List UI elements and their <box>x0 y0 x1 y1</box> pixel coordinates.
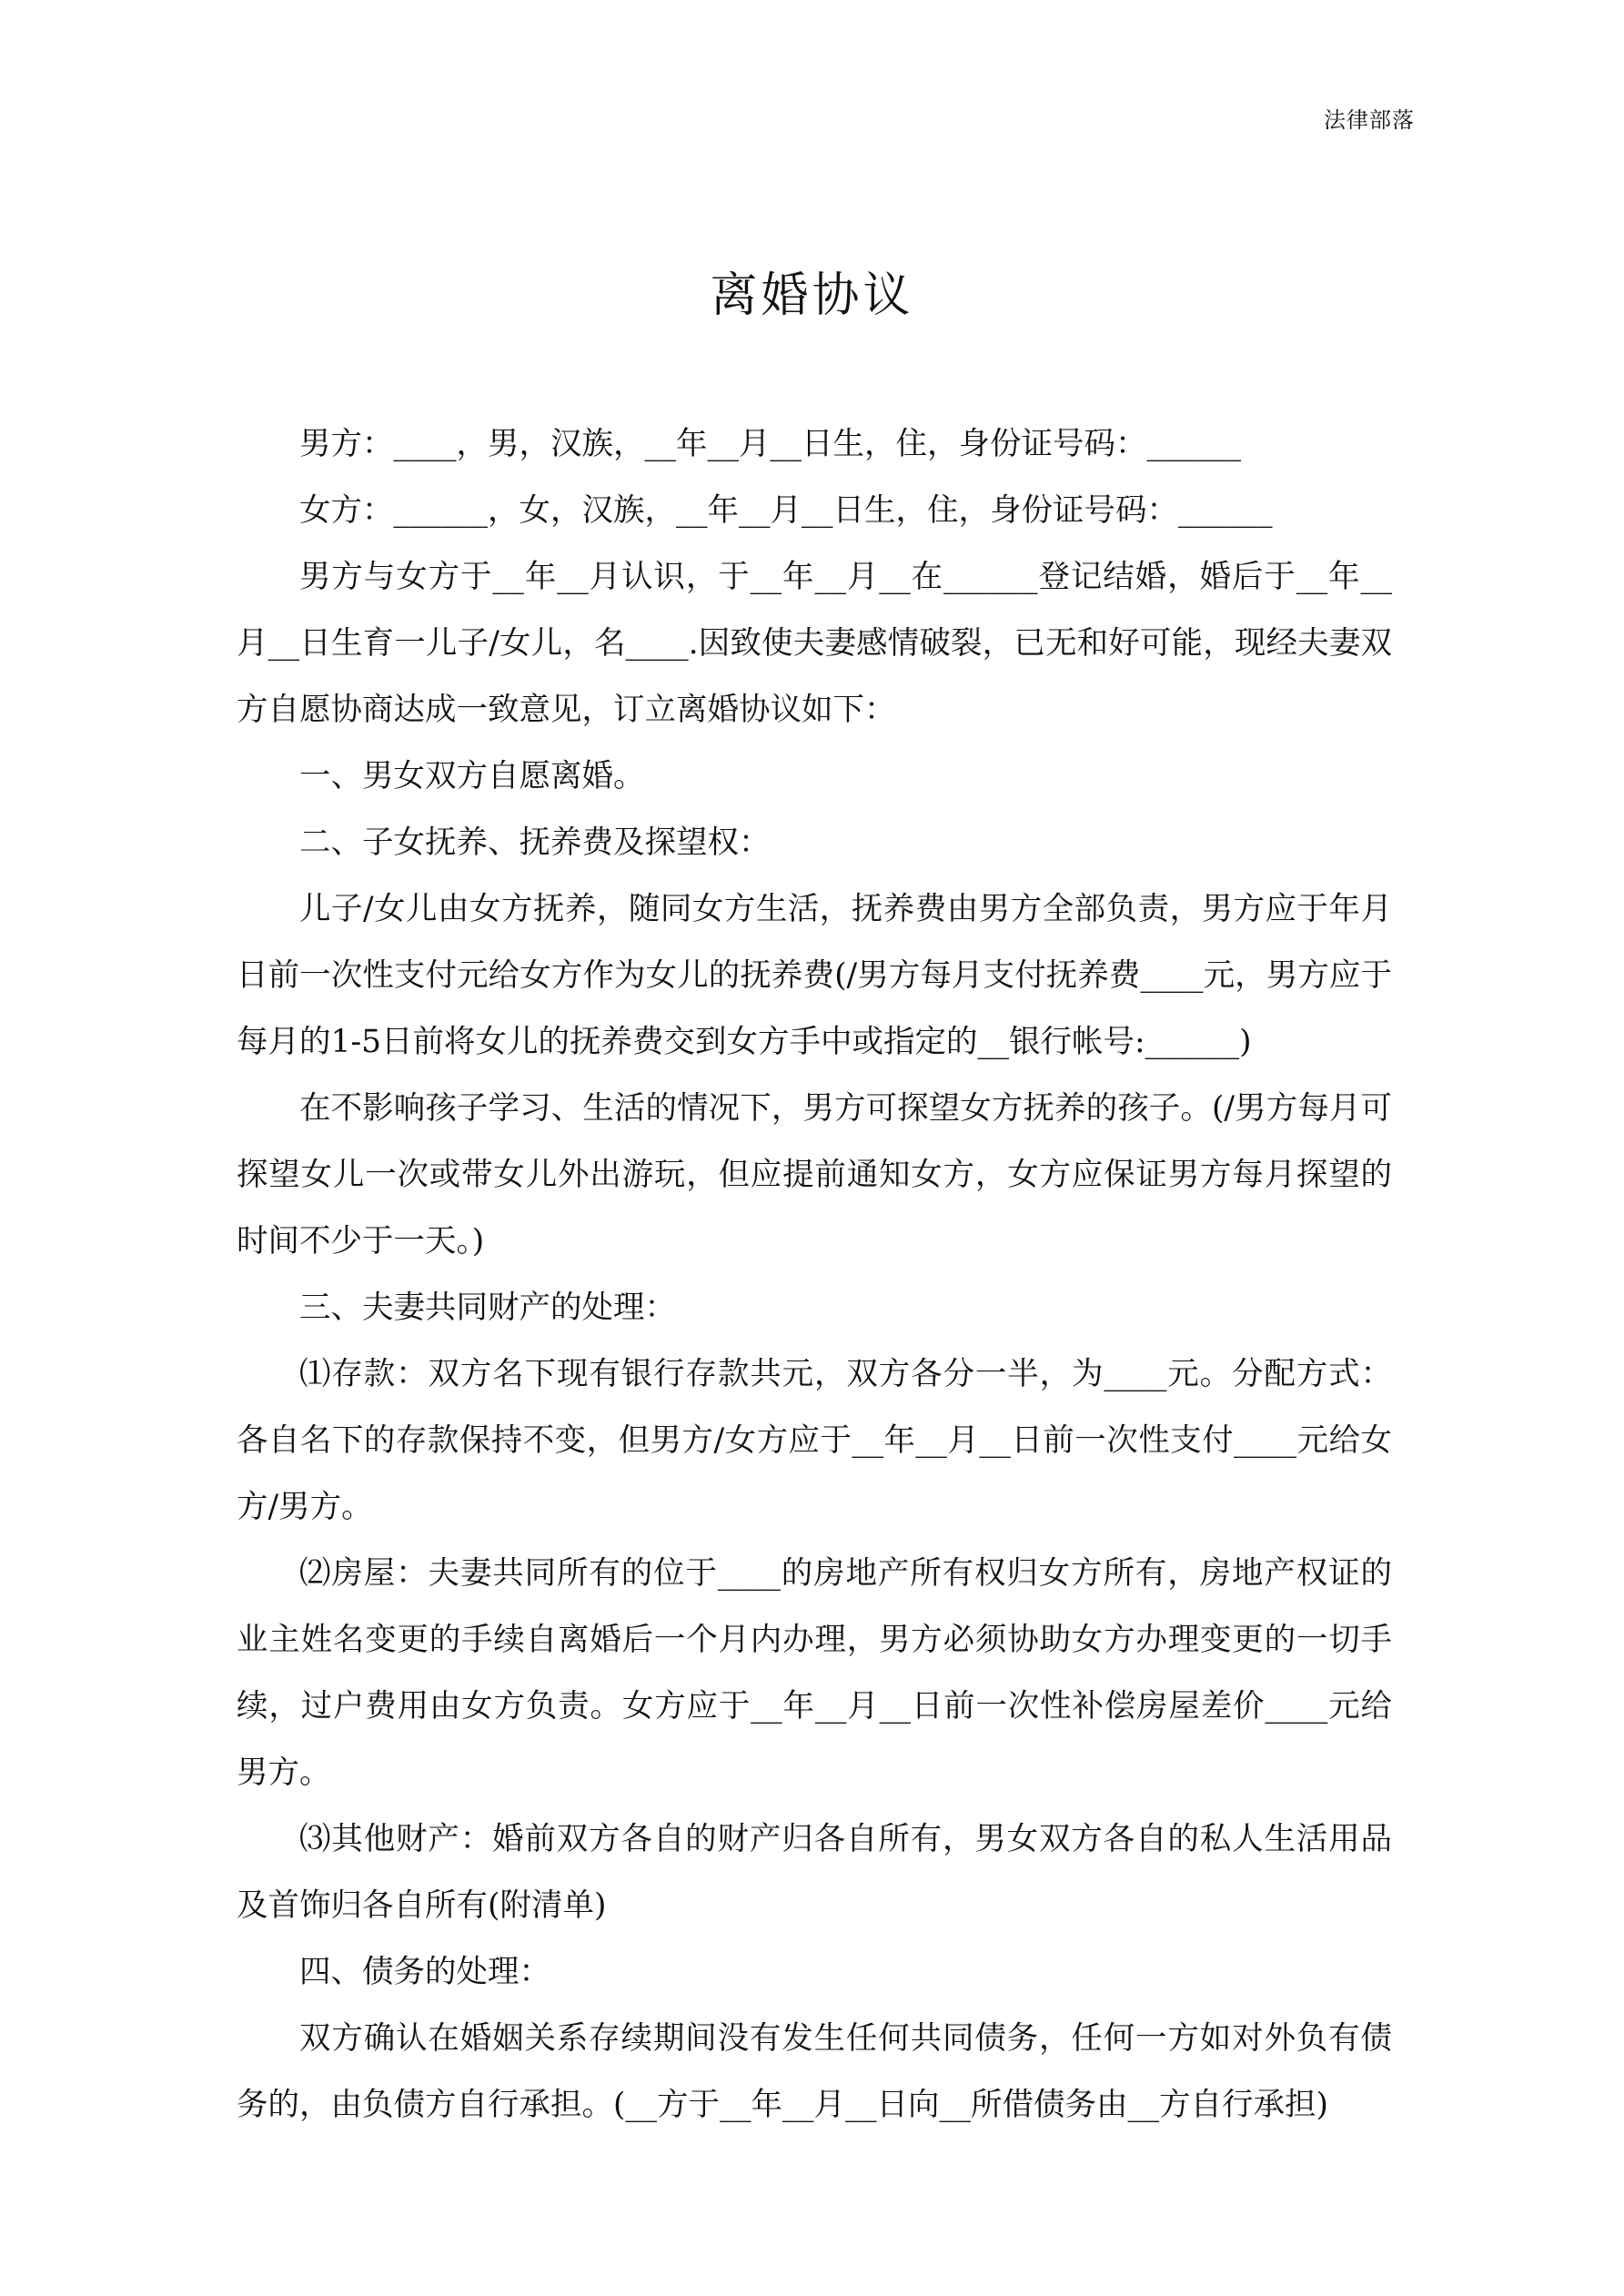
section-heading-custody: 二、子女抚养、抚养费及探望权： <box>299 824 771 861</box>
section-heading-debts: 四、债务的处理： <box>299 1954 550 1990</box>
paragraph-male-party: 男方：____，男，汉族，__年__月__日生，住，身份证号码：______ <box>299 426 1241 462</box>
paragraph-other-property: ⑶其他财产：婚前双方各自的财产归各自所有，男女双方各自的私人生活用品及首饰归各自所有(附清单) <box>237 1821 1392 1924</box>
paragraph-house: ⑵房屋：夫妻共同所有的位于____的房地产所有权归女方所有，房地产权证的业主姓名变更的手续自离婚后一个月内办理，男方必须协助女方办理变更的一切手续，过户费用由女方负责。女方应于__年__月__日前一次性补偿房屋差价____元给男方。 <box>237 1555 1392 1791</box>
paragraph-visitation: 在不影响孩子学习、生活的情况下，男方可探望女方抚养的孩子。(/男方每月可探望女儿一次或带女儿外出游玩，但应提前通知女方，女方应保证男方每月探望的时间不少于一天。) <box>237 1090 1392 1259</box>
paragraph-female-party: 女方：______，女，汉族，__年__月__日生，住，身份证号码：______ <box>299 492 1273 529</box>
paragraph-child-support: 儿子/女儿由女方抚养，随同女方生活，抚养费由男方全部负责，男方应于年月日前一次性支付元给女方作为女儿的抚养费(/男方每月支付抚养费____元，男方应于每月的1-5日前将女儿的抚养费交到女方手中或指定的__银行帐号:______) <box>237 891 1392 1060</box>
section-heading-property: 三、夫妻共同财产的处理： <box>299 1290 676 1326</box>
document-body <box>237 411 1392 2139</box>
paragraph-deposits: ⑴存款：双方名下现有银行存款共元，双方各分一半，为____元。分配方式：各自名下的存款保持不变，但男方/女方应于__年__月__日前一次性支付____元给女方/男方。 <box>237 1356 1392 1525</box>
section-heading-divorce: 一、男女双方自愿离婚。 <box>299 758 645 794</box>
paragraph-background: 男方与女方于__年__月认识，于__年__月__在______登记结婚，婚后于__年__月__日生育一儿子/女儿，名____.因致使夫妻感情破裂，已无和好可能，现经夫妻双方自愿协商达成一致意见，订立离婚协议如下： <box>237 559 1392 728</box>
header-brand: 法律部落 <box>1324 107 1415 133</box>
document-title: 离婚协议 <box>710 268 914 323</box>
paragraph-debts: 双方确认在婚姻关系存续期间没有发生任何共同债务，任何一方如对外负有债务的，由负债方自行承担。(__方于__年__月__日向__所借债务由__方自行承担) <box>237 2020 1392 2123</box>
